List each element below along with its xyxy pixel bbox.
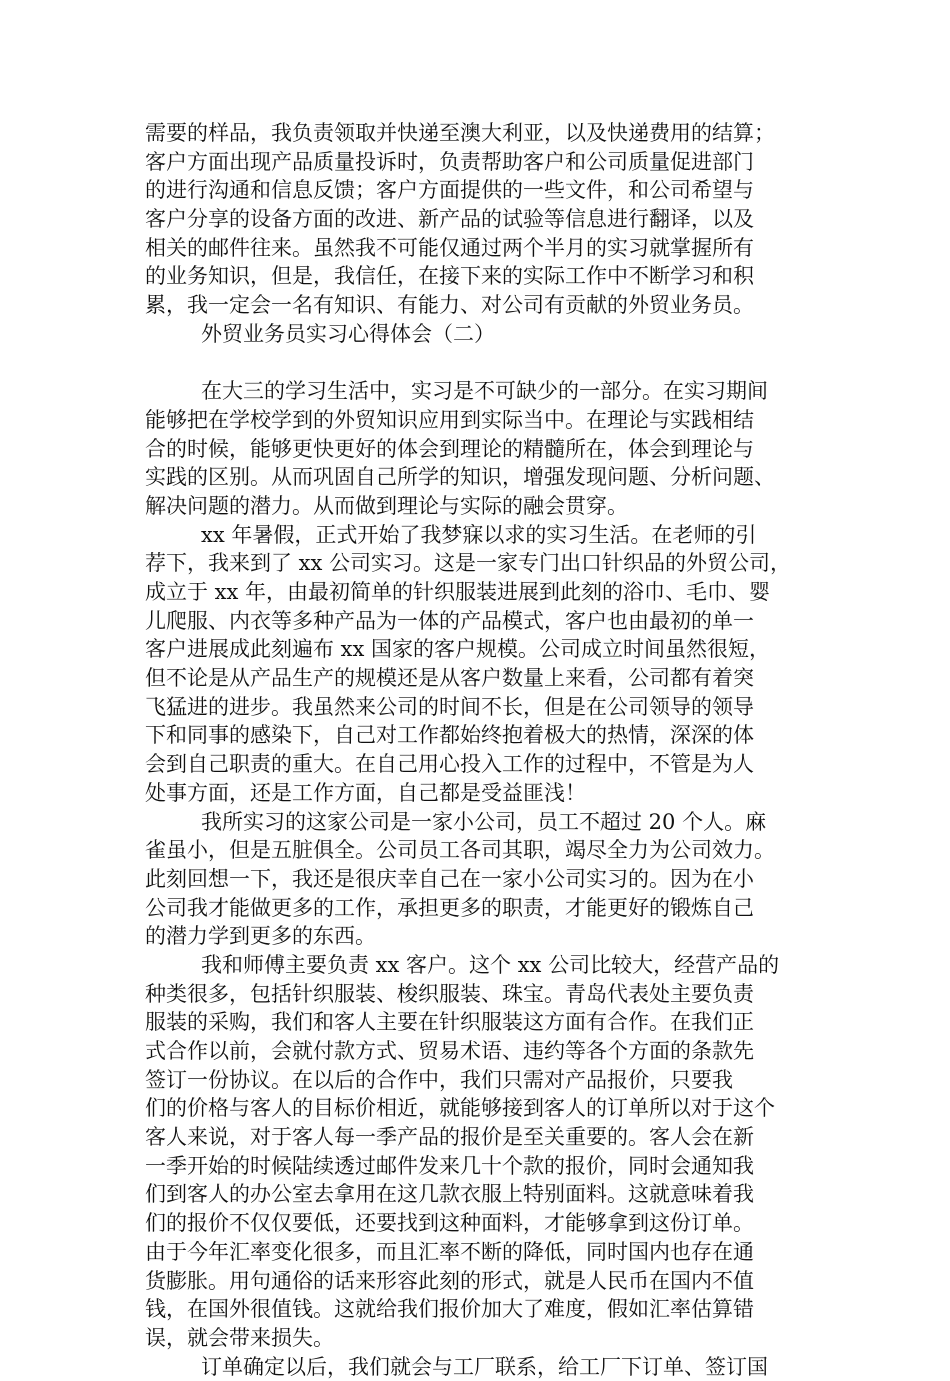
text-line: 们到客人的办公室去拿用在这几款衣服上特别面料。这就意味着我 bbox=[145, 1182, 754, 1207]
text-line: 累，我一定会一名有知识、有能力、对公司有贡献的外贸业务员。 bbox=[145, 293, 754, 318]
text-line: 种类很多，包括针织服装、梭织服装、珠宝。青岛代表处主要负责 bbox=[145, 981, 754, 1006]
text-line: 雀虽小，但是五脏俱全。公司员工各司其职，竭尽全力为公司效力。 bbox=[145, 838, 775, 863]
text-line: 服装的采购，我们和客人主要在针织服装这方面有合作。在我们正 bbox=[145, 1010, 754, 1035]
blank-line bbox=[145, 349, 825, 378]
text-line: 们的价格与客人的目标价相近，就能够接到客人的订单所以对于这个 bbox=[145, 1096, 775, 1121]
section-heading: 外贸业务员实习心得体会（二） bbox=[201, 321, 495, 346]
text-line: 儿爬服、内衣等多种产品为一体的产品模式，客户也由最初的单一 bbox=[145, 608, 754, 633]
text-line: 解决问题的潜力。从而做到理论与实际的融会贯穿。 bbox=[145, 493, 628, 518]
text-line: 误，就会带来损失。 bbox=[145, 1325, 334, 1350]
text-line: 荐下，我来到了 xx 公司实习。这是一家专门出口针织品的外贸公司， bbox=[145, 551, 792, 576]
text-line: 客户方面出现产品质量投诉时，负责帮助客户和公司质量促进部门 bbox=[145, 149, 754, 174]
text-line: 式合作以前，会就付款方式、贸易术语、违约等各个方面的条款先 bbox=[145, 1039, 754, 1063]
text-line: 此刻回想一下，我还是很庆幸自己在一家小公司实习的。因为在小 bbox=[145, 866, 754, 891]
text-line: 客户进展成此刻遍布 xx 国家的客户规模。公司成立时间虽然很短， bbox=[145, 637, 771, 662]
text-line: 钱，在国外很值钱。这就给我们报价加大了难度，假如汇率估算错 bbox=[145, 1297, 754, 1322]
text-line: 处事方面，还是工作方面，自己都是受益匪浅！ bbox=[145, 780, 586, 805]
text-line: 实践的区别。从而巩固自己所学的知识，增强发现问题、分析问题、 bbox=[145, 465, 775, 490]
text-line: 们的报价不仅仅要低，还要找到这种面料，才能够拿到这份订单。 bbox=[145, 1211, 754, 1236]
text-line: 会到自己职责的重大。在自己用心投入工作的过程中，不管是为人 bbox=[145, 752, 754, 777]
text-line: 相关的邮件往来。虽然我不可能仅通过两个半月的实习就掌握所有 bbox=[145, 235, 754, 260]
text-line: 客户分享的设备方面的改进、新产品的试验等信息进行翻译，以及 bbox=[145, 207, 754, 232]
text-line: 成立于 xx 年，由最初简单的针织服装进展到此刻的浴巾、毛巾、婴 bbox=[145, 580, 771, 604]
text-line: 合的时候，能够更快更好的体会到理论的精髓所在，体会到理论与 bbox=[145, 436, 754, 461]
text-line: 但不论是从产品生产的规模还是从客户数量上来看，公司都有着突 bbox=[145, 666, 754, 691]
text-line: 签订一份协议。在以后的合作中，我们只需对产品报价，只要我 bbox=[145, 1067, 733, 1092]
text-line: 下和同事的感染下，自己对工作都始终抱着极大的热情，深深的体 bbox=[145, 723, 754, 748]
text-line: 的进行沟通和信息反馈；客户方面提供的一些文件，和公司希望与 bbox=[145, 178, 754, 203]
paragraph-first-line: 订单确定以后，我们就会与工厂联系，给工厂下订单、签订国 bbox=[201, 1354, 768, 1379]
text-line: 客人来说，对于客人每一季产品的报价是至关重要的。客人会在新 bbox=[145, 1125, 754, 1150]
text-line: 能够把在学校学到的外贸知识应用到实际当中。在理论与实践相结 bbox=[145, 407, 754, 432]
text-line: 的业务知识，但是，我信任，在接下来的实际工作中不断学习和积 bbox=[145, 264, 754, 289]
paragraph-first-line: xx 年暑假，正式开始了我梦寐以求的实习生活。在老师的引 bbox=[201, 522, 757, 547]
text-line: 一季开始的时候陆续透过邮件发来几十个款的报价，同时会通知我 bbox=[145, 1153, 754, 1178]
text-line: 的潜力学到更多的东西。 bbox=[145, 924, 376, 949]
document-body bbox=[145, 119, 825, 1381]
text-line: 由于今年汇率变化很多，而且汇率不断的降低，同时国内也存在通 bbox=[145, 1239, 754, 1264]
text-line: 飞猛进的进步。我虽然来公司的时间不长，但是在公司领导的领导 bbox=[145, 694, 754, 719]
text-line: 公司我才能做更多的工作，承担更多的职责，才能更好的锻炼自己 bbox=[145, 895, 754, 920]
text-line: 货膨胀。用句通俗的话来形容此刻的形式，就是人民币在国内不值 bbox=[145, 1268, 754, 1293]
paragraph-first-line: 我和师傅主要负责 xx 客户。这个 xx 公司比较大，经营产品的 bbox=[201, 952, 780, 977]
paragraph-first-line: 在大三的学习生活中，实习是不可缺少的一部分。在实习期间 bbox=[201, 379, 768, 404]
text-line: 需要的样品，我负责领取并快递至澳大利亚，以及快递费用的结算； bbox=[145, 121, 775, 145]
paragraph-first-line: 我所实习的这家公司是一家小公司，员工不超过 20 个人。麻 bbox=[201, 809, 767, 834]
